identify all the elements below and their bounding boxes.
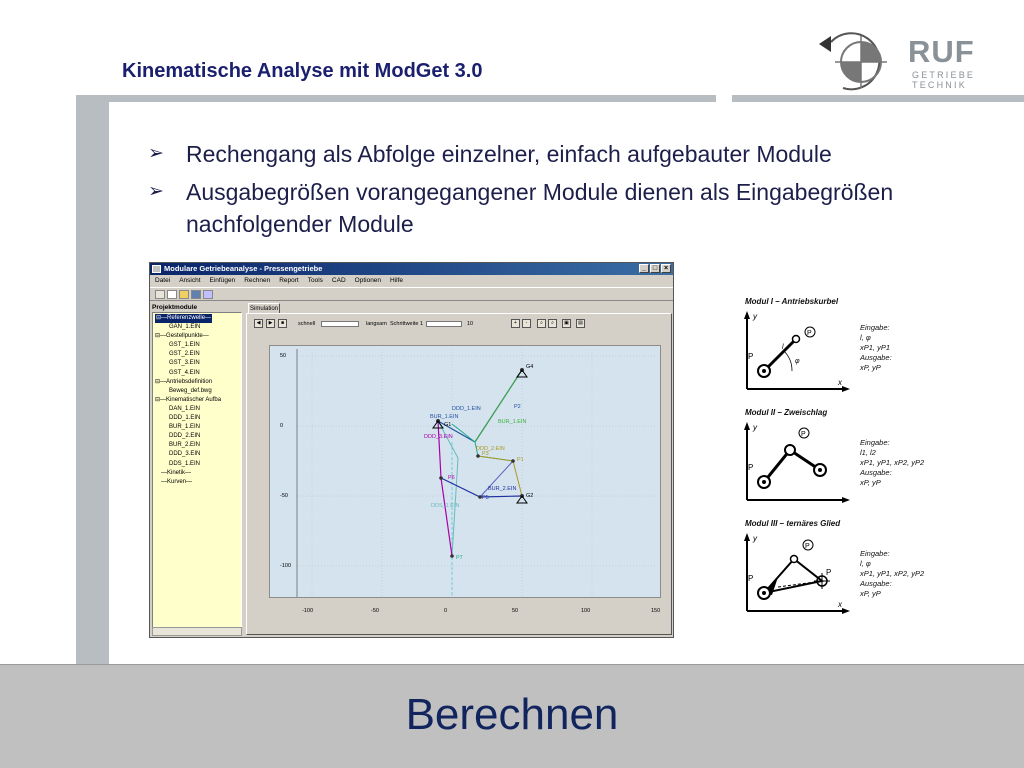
play-button[interactable]: ▶ [266, 319, 275, 328]
tree-item[interactable]: ⊟—Gestellpunkte— [155, 333, 209, 340]
menu-tools[interactable]: Tools [307, 277, 323, 284]
svg-text:x: x [838, 378, 842, 387]
tree-item[interactable]: BUR_2.EIN [169, 442, 201, 449]
speed-fast-label: schnell [298, 321, 316, 327]
x-tick-label: 150 [651, 608, 661, 614]
menu-ansicht[interactable]: Ansicht [179, 277, 201, 284]
module-io: Eingabe: l1, l2 xP1, yP1, xP2, yP2 Ausgabe: xP, yP [860, 438, 925, 487]
zoom-window-icon[interactable]: ⌕ [537, 319, 546, 328]
app-window [149, 262, 674, 638]
tree-item[interactable]: ⊟—Referenzwelle— [155, 314, 239, 323]
x-tick-label: -100 [302, 608, 314, 614]
module-2-diagram [742, 408, 952, 513]
step-slider[interactable] [426, 321, 462, 327]
svg-text:P: P [807, 330, 812, 337]
decor-bar-vertical [76, 95, 109, 665]
help-icon[interactable] [203, 290, 213, 299]
link-label-bur1b: BUR_1.EIN [498, 419, 527, 425]
link-label-bur1: BUR_1.EIN [430, 414, 459, 420]
module-title: Modul I – Antriebskurbel [745, 297, 839, 306]
point-label-g2: G2 [526, 493, 534, 499]
tree-item[interactable]: GST_1.EIN [169, 342, 200, 349]
point-label-p2: P2 [514, 404, 521, 410]
zoom-in-icon[interactable]: + [511, 319, 520, 328]
tab-simulation[interactable]: Simulation [248, 303, 280, 314]
x-tick-label: -50 [371, 608, 379, 614]
svg-text:φ: φ [795, 358, 800, 365]
svg-text:y: y [753, 312, 757, 321]
svg-text:P: P [748, 574, 754, 583]
point-label-p1: P1 [517, 457, 524, 463]
y-tick-label: 50 [280, 353, 287, 359]
link-label-bur2: BUR_2.EIN [488, 486, 517, 492]
x-tick-label: 0 [444, 608, 448, 614]
menu-optionen[interactable]: Optionen [354, 277, 382, 284]
plot-svg [270, 346, 660, 597]
step-value: 10 [467, 321, 474, 327]
link-label-ddd1: DDD_1.EIN [452, 406, 481, 412]
svg-text:P: P [748, 352, 754, 361]
crank-diagram [742, 297, 857, 392]
link-label-ddd2: DDD_2.EIN [476, 446, 505, 452]
arrow-bullet-icon: ➢ [148, 143, 164, 164]
svg-text:P: P [826, 568, 832, 577]
toolbar [150, 287, 673, 301]
logo-text: RUF [908, 34, 975, 69]
decor-bar-horizontal-left [109, 95, 716, 102]
y-tick-label: 0 [280, 423, 284, 429]
svg-text:P: P [805, 543, 810, 550]
stop-button[interactable]: ■ [278, 319, 287, 328]
tree-item[interactable]: —Kinetik— [161, 469, 192, 476]
new-file-icon[interactable] [167, 290, 177, 299]
ternary-diagram [742, 519, 857, 614]
bullet-list [148, 138, 1008, 246]
point-label-p3: P3 [482, 451, 489, 457]
svg-text:l: l [782, 344, 784, 351]
point-label-p7: P7 [456, 555, 463, 561]
module-title: Modul II – Zweischlag [745, 408, 828, 417]
slide-title: Kinematische Analyse mit ModGet 3.0 [122, 60, 483, 82]
maximize-button[interactable]: □ [650, 264, 660, 273]
tree-item[interactable]: DDD_1.EIN [169, 415, 201, 422]
menu-einfuegen[interactable]: Einfügen [209, 277, 236, 284]
menu-bar [150, 275, 673, 286]
bullet-item: ➢ Ausgabegrößen vorangegangener Module dienen als Eingabegrößen nachfolgender Module [148, 176, 1008, 240]
point-label-p6: P6 [448, 475, 455, 481]
tree-item[interactable]: ⊟—Antriebsdefinition [155, 378, 213, 385]
mechanism-plot [269, 345, 661, 614]
menu-datei[interactable]: Datei [155, 277, 171, 284]
close-button[interactable]: × [661, 264, 671, 273]
arrow-bullet-icon: ➢ [148, 181, 164, 202]
link-label-ddd3: DDD_3.EIN [424, 434, 453, 440]
point-label-p5: P5 [482, 495, 489, 501]
x-tick-label: 50 [512, 608, 519, 614]
logo-subline: GETRIEBE TECHNIK [912, 70, 976, 90]
dyad-diagram [742, 408, 857, 503]
print-icon[interactable]: ▤ [576, 319, 585, 328]
tree-item[interactable]: BUR_1.EIN [169, 424, 201, 431]
step-label: Schrittweite 1 [390, 321, 424, 327]
tree-item[interactable]: ⊟—Kinematischer Aufba [155, 396, 222, 403]
point-label-g4: G4 [526, 364, 534, 370]
module-title: Modul III – ternäres Glied [745, 519, 841, 528]
svg-text:x: x [838, 600, 842, 609]
svg-text:y: y [753, 423, 757, 432]
link-label-dds1: DDS_1.EIN [431, 503, 460, 509]
zoom-out-icon[interactable]: - [522, 319, 531, 328]
svg-text:y: y [753, 534, 757, 543]
speed-slow-label: langsam [366, 321, 387, 327]
menu-cad[interactable]: CAD [331, 277, 346, 284]
project-tree[interactable] [152, 312, 242, 628]
y-tick-label: -50 [280, 493, 288, 499]
tree-item[interactable]: GST_4.EIN [169, 369, 200, 376]
tree-item[interactable]: DDS_1.EIN [169, 460, 201, 467]
svg-text:P: P [801, 431, 806, 438]
tree-scrollbar[interactable] [152, 627, 242, 636]
module-io: Eingabe: l, φ xP1, yP1 Ausgabe: xP, yP [860, 323, 892, 372]
bullet-item: ➢ Rechengang als Abfolge einzelner, einfach aufgebauter Module [148, 138, 1008, 170]
module-3-diagram [742, 519, 952, 624]
menu-rechnen[interactable]: Rechnen [244, 277, 271, 284]
play-back-button[interactable]: ◀ [254, 319, 263, 328]
tree-item[interactable]: Beweg_def.bwg [169, 387, 212, 394]
tree-item[interactable]: DAN_1.EIN [169, 405, 201, 412]
x-tick-label: 100 [581, 608, 591, 614]
svg-text:P: P [748, 463, 754, 472]
tree-item[interactable]: GST_3.EIN [169, 360, 200, 367]
minimize-button[interactable]: _ [639, 264, 649, 273]
tree-item[interactable]: DDD_3.EIN [169, 451, 201, 458]
menu-hilfe[interactable]: Hilfe [390, 277, 404, 284]
window-titlebar: Modulare Getriebeanalyse - Pressengetriebe _ □ × [150, 263, 673, 275]
tree-item[interactable]: —Kurven— [161, 478, 193, 485]
open-folder-icon[interactable] [179, 290, 189, 299]
save-icon[interactable] [191, 290, 201, 299]
module-io: Eingabe: l, φ xP1, yP1, xP2, yP2 Ausgabe: xP, yP [860, 549, 925, 598]
point-label-g1: G1 [444, 422, 452, 428]
tree-item[interactable]: DDD_2.EIN [169, 433, 201, 440]
speed-slider[interactable] [321, 321, 359, 327]
copy-icon[interactable]: ▣ [562, 319, 571, 328]
y-tick-label: -100 [280, 563, 292, 569]
tree-item[interactable]: GST_2.EIN [169, 351, 200, 358]
footer-title: Berechnen [405, 690, 619, 739]
zoom-fit-icon[interactable]: ⌕ [548, 319, 557, 328]
panel-title: Projektmodule [152, 304, 198, 311]
app-icon [152, 265, 161, 273]
module-1-diagram [742, 297, 952, 402]
tree-view-icon[interactable] [155, 290, 165, 299]
tree-item[interactable]: GAN_1.EIN [169, 324, 201, 331]
menu-report[interactable]: Report [279, 277, 299, 284]
